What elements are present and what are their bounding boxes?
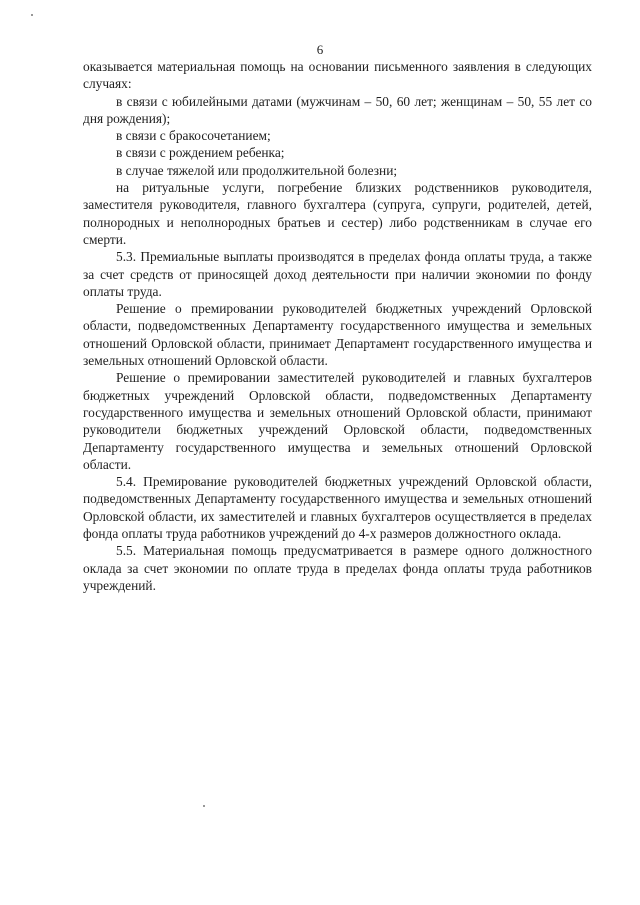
- paragraph-5-4: 5.4. Премирование руководителей бюджетных учреждений Орловской области, подведомственных Департаменту государственного имущества и земельных отношений Орловской области, их заместителей и главных бухгалтеров осуществляется в пределах фонда оплаты труда работников учреждений до 4-х размеров должностного оклада.: [83, 474, 592, 542]
- paragraph-decision-heads: Решение о премировании руководителей бюджетных учреждений Орловской области, подведомственных Департаменту государственного имущества и земельных отношений Орловской области, принимает Департамент государственного имущества и земельных отношений Орловской области.: [83, 301, 592, 369]
- paragraph-decision-deputies: Решение о премировании заместителей руководителей и главных бухгалтеров бюджетных учреждений Орловской области, подведомственных Департаменту государственного имущества и земельных отношений Орловской области, принимают руководители бюджетных учреждений Орловской области, подведомственных Департаменту государственного имущества и земельных отношений Орловской области.: [83, 370, 592, 472]
- body-text: [83, 58, 592, 594]
- paragraph: оказывается материальная помощь на основании письменного заявления в следующих случаях:: [83, 59, 592, 92]
- scan-speck: [31, 14, 33, 16]
- list-item-childbirth: в связи с рождением ребенка;: [116, 145, 285, 161]
- scan-speck: [203, 805, 205, 807]
- list-item-anniversary: в связи с юбилейными датами (мужчинам – 50, 60 лет; женщинам – 50, 55 лет со дня рождения);: [83, 93, 592, 126]
- list-item-funeral: на ритуальные услуги, погребение близких родственников руководителя, заместителя руководителя, главного бухгалтера (супруга, супруги, родителей, детей, полнородных и неполнородных братьев и сестер) либо родственникам в случае его смерти.: [83, 180, 592, 247]
- page-number: 6: [316, 42, 324, 57]
- list-item-illness: в случае тяжелой или продолжительной болезни;: [116, 162, 398, 178]
- list-item-marriage: в связи с бракосочетанием;: [116, 128, 271, 144]
- paragraph-5-5: 5.5. Материальная помощь предусматривается в размере одного должностного оклада за счет экономии по оплате труда в пределах фонда оплаты труда работников учреждений.: [83, 543, 592, 593]
- paragraph-5-3: 5.3. Премиальные выплаты производятся в пределах фонда оплаты труда, а также за счет средств от приносящей доход деятельности при наличии экономии по фонду оплаты труда.: [83, 249, 592, 299]
